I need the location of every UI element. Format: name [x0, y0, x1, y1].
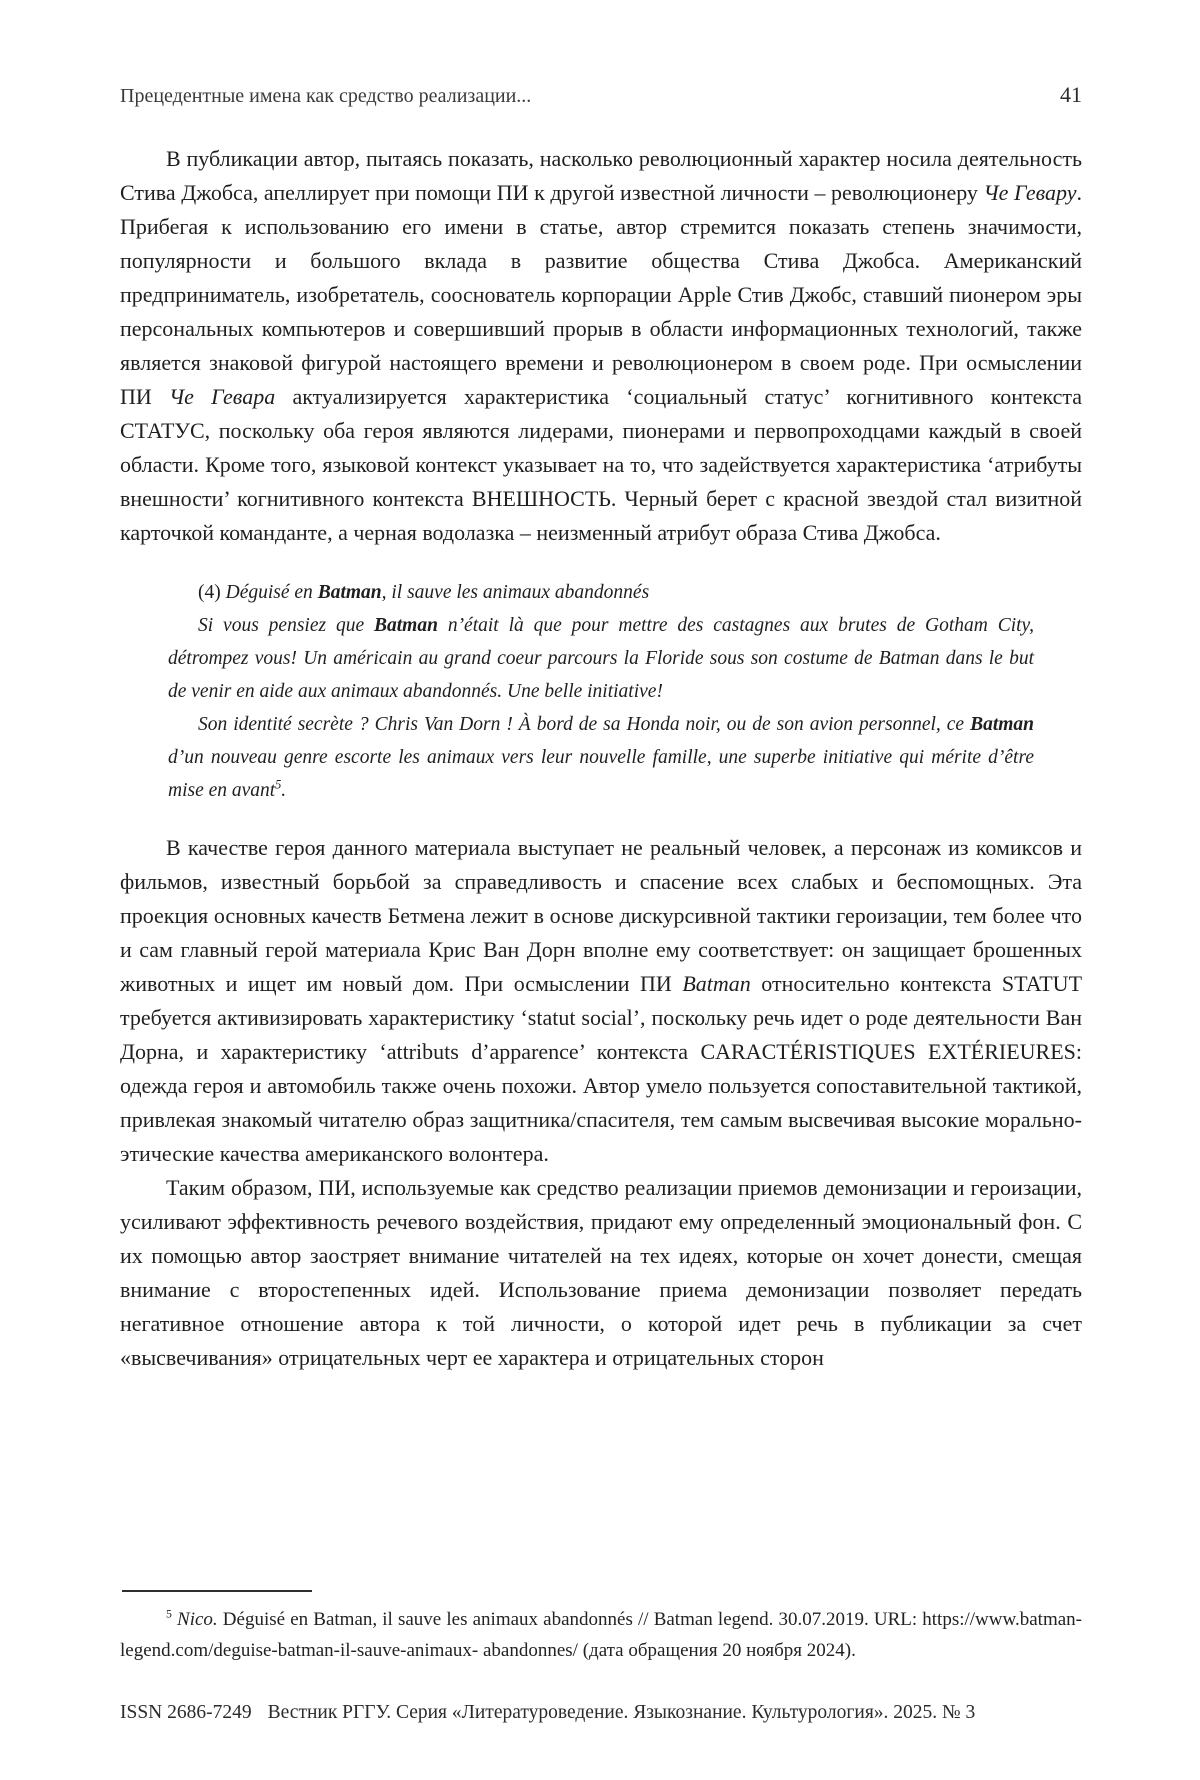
footnote-area	[120, 1590, 1082, 1666]
page-footer	[120, 1702, 1082, 1724]
paragraph-che-guevara: В публикации автор, пытаясь показать, насколько революционный характер носила деятельность Стива Джобса, апеллирует при помощи ПИ к другой известной личности – революционеру Че Гевару. Прибегая к использованию его имени в статье, автор стремится показать степень значимости, популярности и большого вклада в развитие общества Стива Джобса. Американский предприниматель, изобретатель, сооснователь корпорации Apple Стив Джобс, ставший пионером эры персональных компьютеров и совершивший прорыв в области информационных технологий, также является знаковой фигурой настоящего времени и революционером в своем роде. При осмыслении ПИ Че Гевара актуализируется характеристика ‘социальный статус’ когнитивного контекста СТАТУС, поскольку оба героя являются лидерами, пионерами и первопроходцами каждый в своей области. Кроме того, языковой контекст указывает на то, что задействуется характеристика ‘атрибуты внешности’ когнитивного контекста ВНЕШНОСТЬ. Черный берет с красной звездой стал визитной карточкой команданте, а черная водолазка – неизменный атрибут образа Стива Джобса.	[120, 146, 1083, 545]
page-number: 41	[1060, 82, 1082, 107]
running-header	[120, 82, 1082, 108]
footer-journal-title: Вестник РГГУ. Серия «Литературоведение. Языкознание. Культурология». 2025. № 3	[267, 1702, 976, 1723]
paragraph-batman-analysis: В качестве героя данного материала выступает не реальный человек, а персонаж из комиксов и фильмов, известный борьбой за справедливость и спасение всех слабых и беспомощных. Эта проекция основных качеств Бетмена лежит в основе дискурсивной тактики героизации, тем более что и сам главный герой материала Крис Ван Дорн вполне ему соответствует: он защищает брошенных животных и ищет им новый дом. При осмыслении ПИ Batman относительно контекста STATUT требуется активизировать характеристику ‘statut social’, поскольку речь идет о роде деятельности Ван Дорна, и характеристику ‘attributs d’apparence’ контекста CARACTÉRISTIQUES EXTÉRIEURES: одежда героя и автомобиль также очень похожи. Автор умело пользуется сопоставительной тактикой, привлекая знакомый читателю образ защитника/спасителя, тем самым высвечивая высокие морально-этические качества американского волонтера.	[120, 835, 1083, 1166]
footer-issn: ISSN 2686-7249	[120, 1702, 252, 1723]
footnote-5: $^5$ Nico. Déguisé en Batman, il sauve les animaux abandonnés // Batman legend. 30.07.2019. URL: https://www.batman-legend.com/deguise-batman-il-sauve-animaux- abandonnes/ (дата обращения 20 ноября 2024).	[120, 1607, 1082, 1661]
article-body	[120, 142, 1082, 1375]
quote-paragraph-2: Son identité secrète ? Chris Van Dorn ! À bord de sa Honda noir, ou de son avion personnel, ce Batman d’un nouveau genre escorte les animaux vers leur nouvelle famille, une superbe initiative qui mérite d’être mise en avant$^5$.	[168, 714, 1034, 801]
quote-heading-example-4: (4) Déguisé en Batman, il sauve les animaux abandonnés	[198, 582, 650, 603]
running-header-title: Прецедентные имена как средство реализации...	[120, 85, 532, 107]
french-example-quote	[168, 576, 1034, 807]
quote-paragraph-1: Si vous pensiez que Batman n’était là que pour mettre des castagnes aux brutes de Gotham City, détrompez vous! Un américain au grand coeur parcours la Floride sous son costume de Batman dans le but de venir en aide aux animaux abandonnés. Une belle initiative!	[168, 615, 1034, 702]
footnote-separator	[122, 1590, 312, 1592]
paragraph-conclusion: Таким образом, ПИ, используемые как средство реализации приемов демонизации и героизации, усиливают эффективность речевого воздействия, придают ему определенный эмоциональный фон. С их помощью автор заостряет внимание читателей на тех идеях, которые он хочет донести, смещая внимание с второстепенных идей. Использование приема демонизации позволяет передать негативное отношение автора к той личности, о которой идет речь в публикации за счет «высвечивания» отрицательных черт ее характера и отрицательных сторон	[120, 1175, 1082, 1370]
